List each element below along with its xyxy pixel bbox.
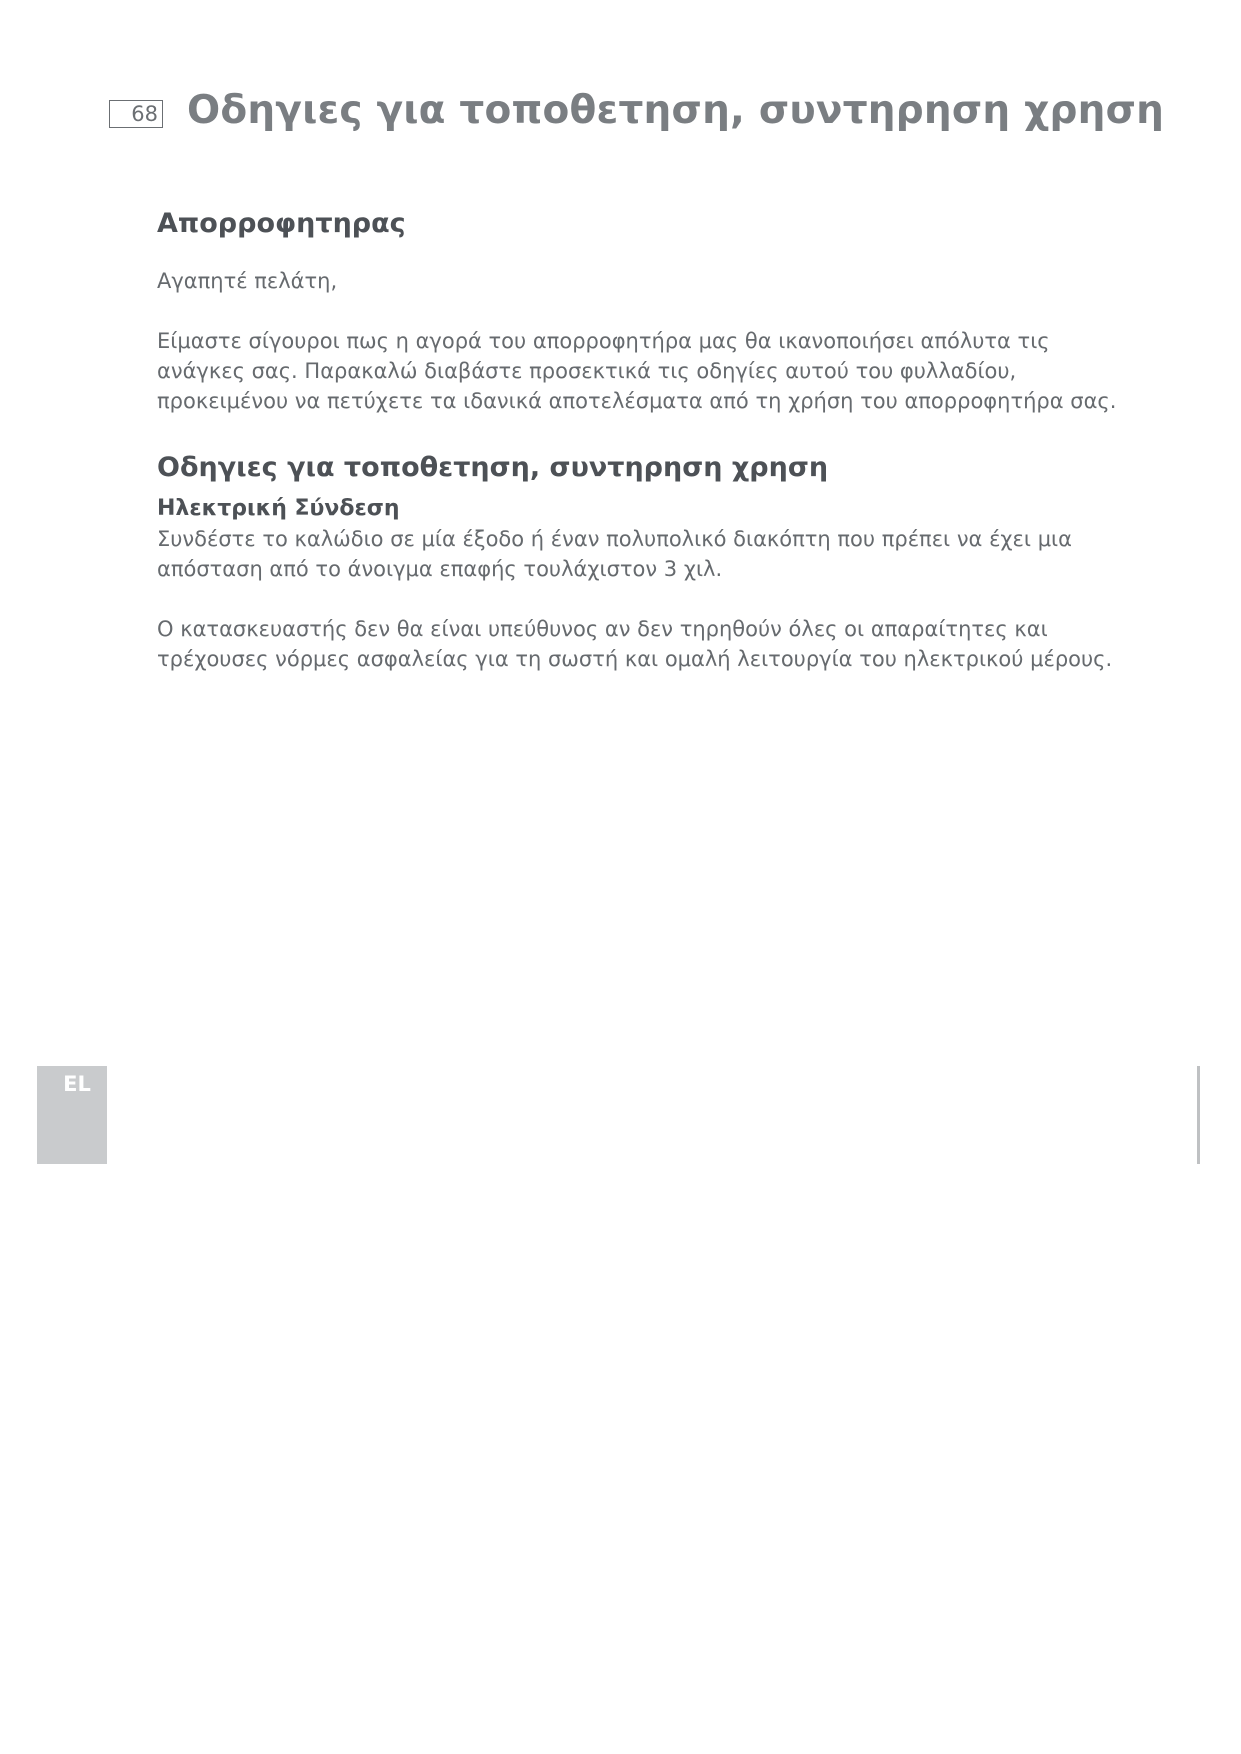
page-title: Οδηγιες για τοποθετηση, συντηρηση χρηση — [187, 88, 1165, 133]
intro-paragraph: Είμαστε σίγουροι πως η αγορά του απορροφητήρα μας θα ικανοποιήσει απόλυτα τις ανάγκες σας. Παρακαλώ διαβάστε προσεκτικά τις οδηγίες αυτού του φυλλαδίου, προκειμένου να πετύχετε τα ιδανικά αποτελέσματα από τη χρήση του απορροφητήρα σας. — [157, 329, 1117, 413]
electrical-paragraph: Συνδέστε το καλώδιο σε μία έξοδο ή έναν πολυπολικό διακόπτη που πρέπει να έχει μια απόσταση από το άνοιγμα επαφής τουλάχιστον 3 χιλ. — [157, 527, 1072, 581]
page-number: 68 — [109, 100, 163, 128]
section-heading-hood: Απορροφητηρας — [157, 208, 406, 239]
safety-paragraph: Ο κατασκευαστής δεν θα είναι υπεύθυνος αν δεν τηρηθούν όλες οι απαραίτητες και τρέχουσες νόρμες ασφαλείας για τη σωστή και ομαλή λειτουργία του ηλεκτρικού μέρους. — [157, 617, 1113, 671]
language-tab: EL — [37, 1066, 107, 1164]
greeting: Αγαπητέ πελάτη, — [157, 269, 338, 293]
subheading-electrical-connection: Ηλεκτρική Σύνδεση — [157, 496, 400, 521]
page-content — [157, 204, 1137, 674]
section-heading-instructions: Οδηγιες για τοποθετηση, συντηρηση χρηση — [157, 452, 829, 483]
right-edge-rule — [1197, 1066, 1200, 1164]
